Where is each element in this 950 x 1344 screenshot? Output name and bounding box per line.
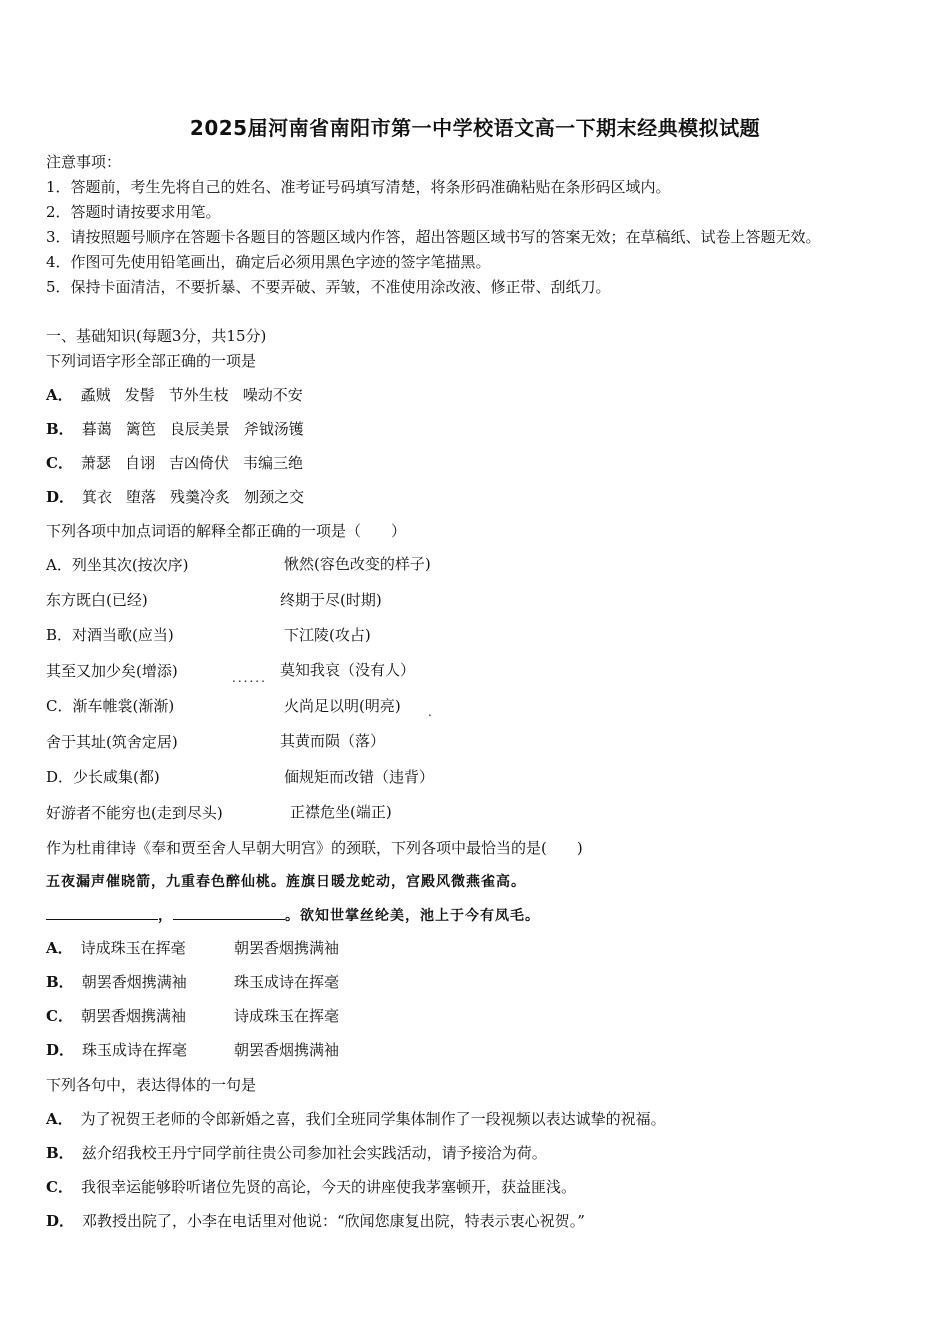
word: 刎颈之交 [244,488,305,506]
word: 残羹冷炙 [170,488,231,506]
word: 箕衣 [82,488,113,506]
question-1-option-a [46,385,317,405]
poem-line: 五夜漏声催晓箭，九重春色醉仙桃。旌旗日暖龙蛇动，宫殿风微燕雀高。 [46,874,526,890]
option-label: A． [46,939,73,957]
q2-row-left: 东方既白(已经) [46,591,148,609]
word: 自诩 [124,454,155,472]
word: 吉凶倚伏 [168,454,229,472]
notice-item: 3．请按照题号顺序在答题卡各题目的答题区域内作答，超出答题区域书写的答案无效；在草稿纸、试卷上答题无效。 [46,228,821,246]
question-1-option-b [46,419,318,439]
option-text: 诗成珠玉在挥毫 [234,1007,340,1025]
option-label: A． [46,1110,73,1128]
q2-row-right: 下江陵(攻占) [284,626,371,644]
word: 斧钺汤镬 [243,420,304,438]
q2-row-left: 舍于其址(筑舍定居) [46,733,178,751]
option-label: C． [46,454,73,472]
question-3-option-c [46,1006,186,1026]
question-3-option-b [46,972,187,992]
notice-item: 4．作图可先使用铅笔画出，确定后必须用黑色字迹的签字笔描黑。 [46,253,491,271]
word: 堕落 [126,488,157,506]
q2-row-left: C．渐车帷裳(渐渐) [46,697,175,715]
word: 发髻 [124,386,155,404]
option-text: 朝罢香烟携满袖 [81,973,187,991]
question-2-stem: 下列各项中加点词语的解释全都正确的一项是（ ） [46,522,407,540]
q2-row-right: 其黄而陨（落） [280,732,386,750]
option-label: D． [46,1212,75,1230]
option-label: D． [46,488,75,506]
option-label: C． [46,1007,73,1025]
notice-item: 1．答题前，考生先将自己的姓名、准考证号码填写清楚，将条形码准确粘贴在条形码区域内。 [46,178,671,196]
notice-item: 2．答题时请按要求用笔。 [46,203,221,221]
question-1-option-d [46,487,318,507]
question-4-option-a [46,1109,666,1129]
word: 节外生枝 [168,386,229,404]
option-text: 为了祝贺王老师的令郎新婚之喜，我们全班同学集体制作了一段视频以表达诚挚的祝福。 [80,1110,666,1128]
notice-heading: 注意事项： [46,153,122,171]
q2-row-left: D．少长咸集(都) [46,768,160,786]
q2-row-right: 正襟危坐(端正) [290,803,392,821]
option-text: 珠玉成诗在挥毫 [82,1041,188,1059]
question-4-option-c [46,1177,576,1197]
word: 萧瑟 [80,454,111,472]
question-1-option-c [46,453,317,473]
page-title: 2025届河南省南阳市第一中学校语文高一下期末经典模拟试题 [189,116,761,140]
option-label: B． [46,420,74,438]
option-label: B． [46,973,74,991]
option-text: 兹介绍我校王丹宁同学前往贵公司参加社会实践活动，请予接洽为荷。 [81,1144,547,1162]
option-text: 珠玉成诗在挥毫 [234,973,340,991]
notice-item: 5．保持卡面清洁，不要折暴、不要弄破、弄皱，不准使用涂改液、修正带、刮纸刀。 [46,278,611,296]
word: 蟊贼 [80,386,111,404]
question-1-stem: 下列词语字形全部正确的一项是 [46,352,257,370]
q2-row-left: A．列坐其次(按次序) [46,556,189,574]
option-text: 诗成珠玉在挥毫 [80,939,186,957]
option-text: 朝罢香烟携满袖 [234,939,340,957]
word: 韦编三绝 [243,454,304,472]
word: 篱笆 [125,420,156,438]
option-label: C． [46,1178,73,1196]
option-text: 朝罢香烟携满袖 [80,1007,186,1025]
question-4-option-b [46,1143,547,1163]
q2-row-right: 火尚足以明(明亮) [284,697,401,715]
section-heading: 一、基础知识(每题3分，共15分) [46,327,267,345]
option-text: 我很幸运能够聆听诸位先贤的高论，今天的讲座使我茅塞顿开，获益匪浅。 [80,1178,576,1196]
poem-tail: 。欲知世掌丝纶美，池上于今有凤毛。 [285,908,540,924]
q2-row-right: 偭规矩而改错（违背） [284,768,435,786]
word: 噪动不安 [242,386,303,404]
poem-separator: ， [158,908,173,924]
emphasis-dots: ...... [232,671,267,685]
option-text: 朝罢香烟携满袖 [234,1041,340,1059]
question-3-stem: 作为杜甫律诗《奉和贾至舍人早朝大明宫》的颈联，下列各项中最恰当的是( ) [46,839,583,857]
word: 良辰美景 [169,420,230,438]
answer-blank [46,905,158,920]
q2-row-right: 莫知我哀（没有人） [280,661,416,679]
word: 暮蔼 [81,420,112,438]
emphasis-dot: . [428,705,432,719]
option-label: D． [46,1041,75,1059]
question-3-option-d [46,1040,187,1060]
question-4-stem: 下列各句中，表达得体的一句是 [46,1076,257,1094]
option-label: B． [46,1144,74,1162]
q2-row-right: 终期于尽(时期) [280,591,382,609]
option-label: A． [46,386,73,404]
q2-row-left: 其至又加少矣(增添) [46,662,178,680]
poem-line-blanks [46,905,540,926]
q2-row-left: 好游者不能穷也(走到尽头) [46,804,223,822]
answer-blank [173,905,285,920]
q2-row-right: 愀然(容色改变的样子) [284,555,431,573]
question-4-option-d [46,1211,585,1231]
option-text: 邓教授出院了，小李在电话里对他说：“欣闻您康复出院，特表示衷心祝贺。” [82,1212,585,1230]
question-3-option-a [46,938,186,958]
q2-row-left: B．对酒当歌(应当) [46,626,174,644]
